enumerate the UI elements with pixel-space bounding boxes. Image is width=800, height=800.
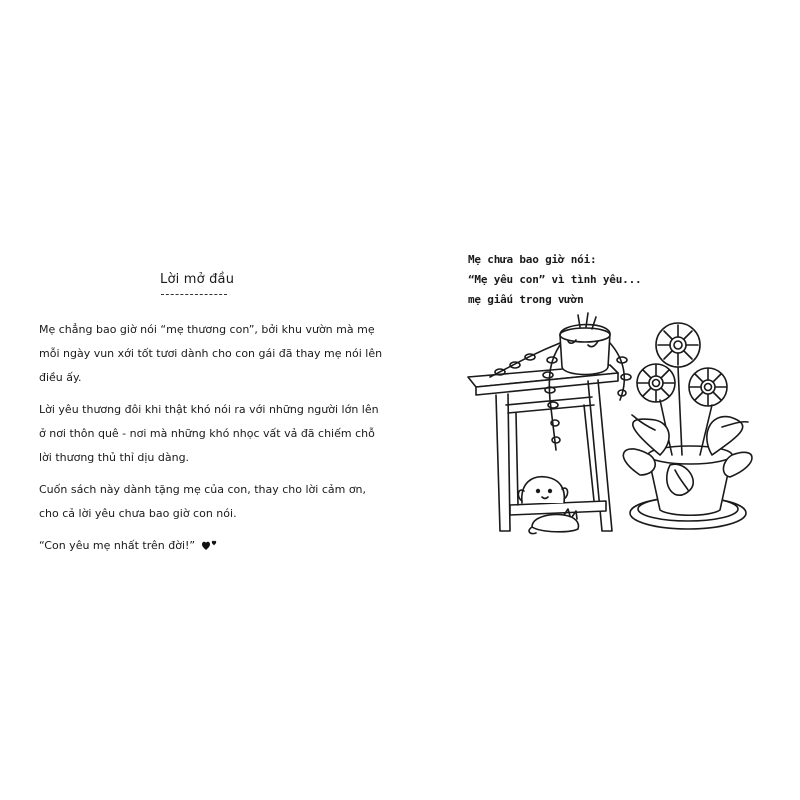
caption-line: Mẹ chưa bao giờ nói: [468, 253, 597, 266]
preface-body [39, 318, 384, 566]
garden-illustration [460, 305, 760, 555]
paragraph: Lời yêu thương đôi khi thật khó nói ra với những người lớn lên ở nơi thôn quê - nơi mà những khó nhọc vất vả đã chiếm chỗ lời thương thủ thỉ dịu dàng. [39, 403, 379, 464]
caption-line: “Mẹ yêu con” vì tình yêu... [468, 273, 642, 286]
flower-pot-icon [623, 323, 752, 529]
dog-icon [518, 477, 567, 503]
closing-text: “Con yêu mẹ nhất trên đời!” [39, 539, 196, 552]
page-heading: Lời mở đầu [160, 272, 235, 287]
stool-icon [468, 365, 618, 531]
paragraph: Mẹ chẳng bao giờ nói “mẹ thương con”, bởi khu vườn mà mẹ mỗi ngày vun xới tốt tươi dành cho con gái đã thay mẹ nói lên điều ấy. [39, 323, 383, 384]
heading-dashed-underline [161, 294, 227, 295]
closing-line [39, 534, 384, 558]
right-page [400, 0, 800, 800]
paragraph: Cuốn sách này dành tặng mẹ của con, thay cho lời cảm ơn, cho cả lời yêu chưa bao giờ con nói. [39, 483, 367, 520]
caption-line: mẹ giấu trong vườn [468, 293, 584, 306]
hearts-icon [202, 540, 218, 552]
illustration-caption [468, 250, 641, 310]
